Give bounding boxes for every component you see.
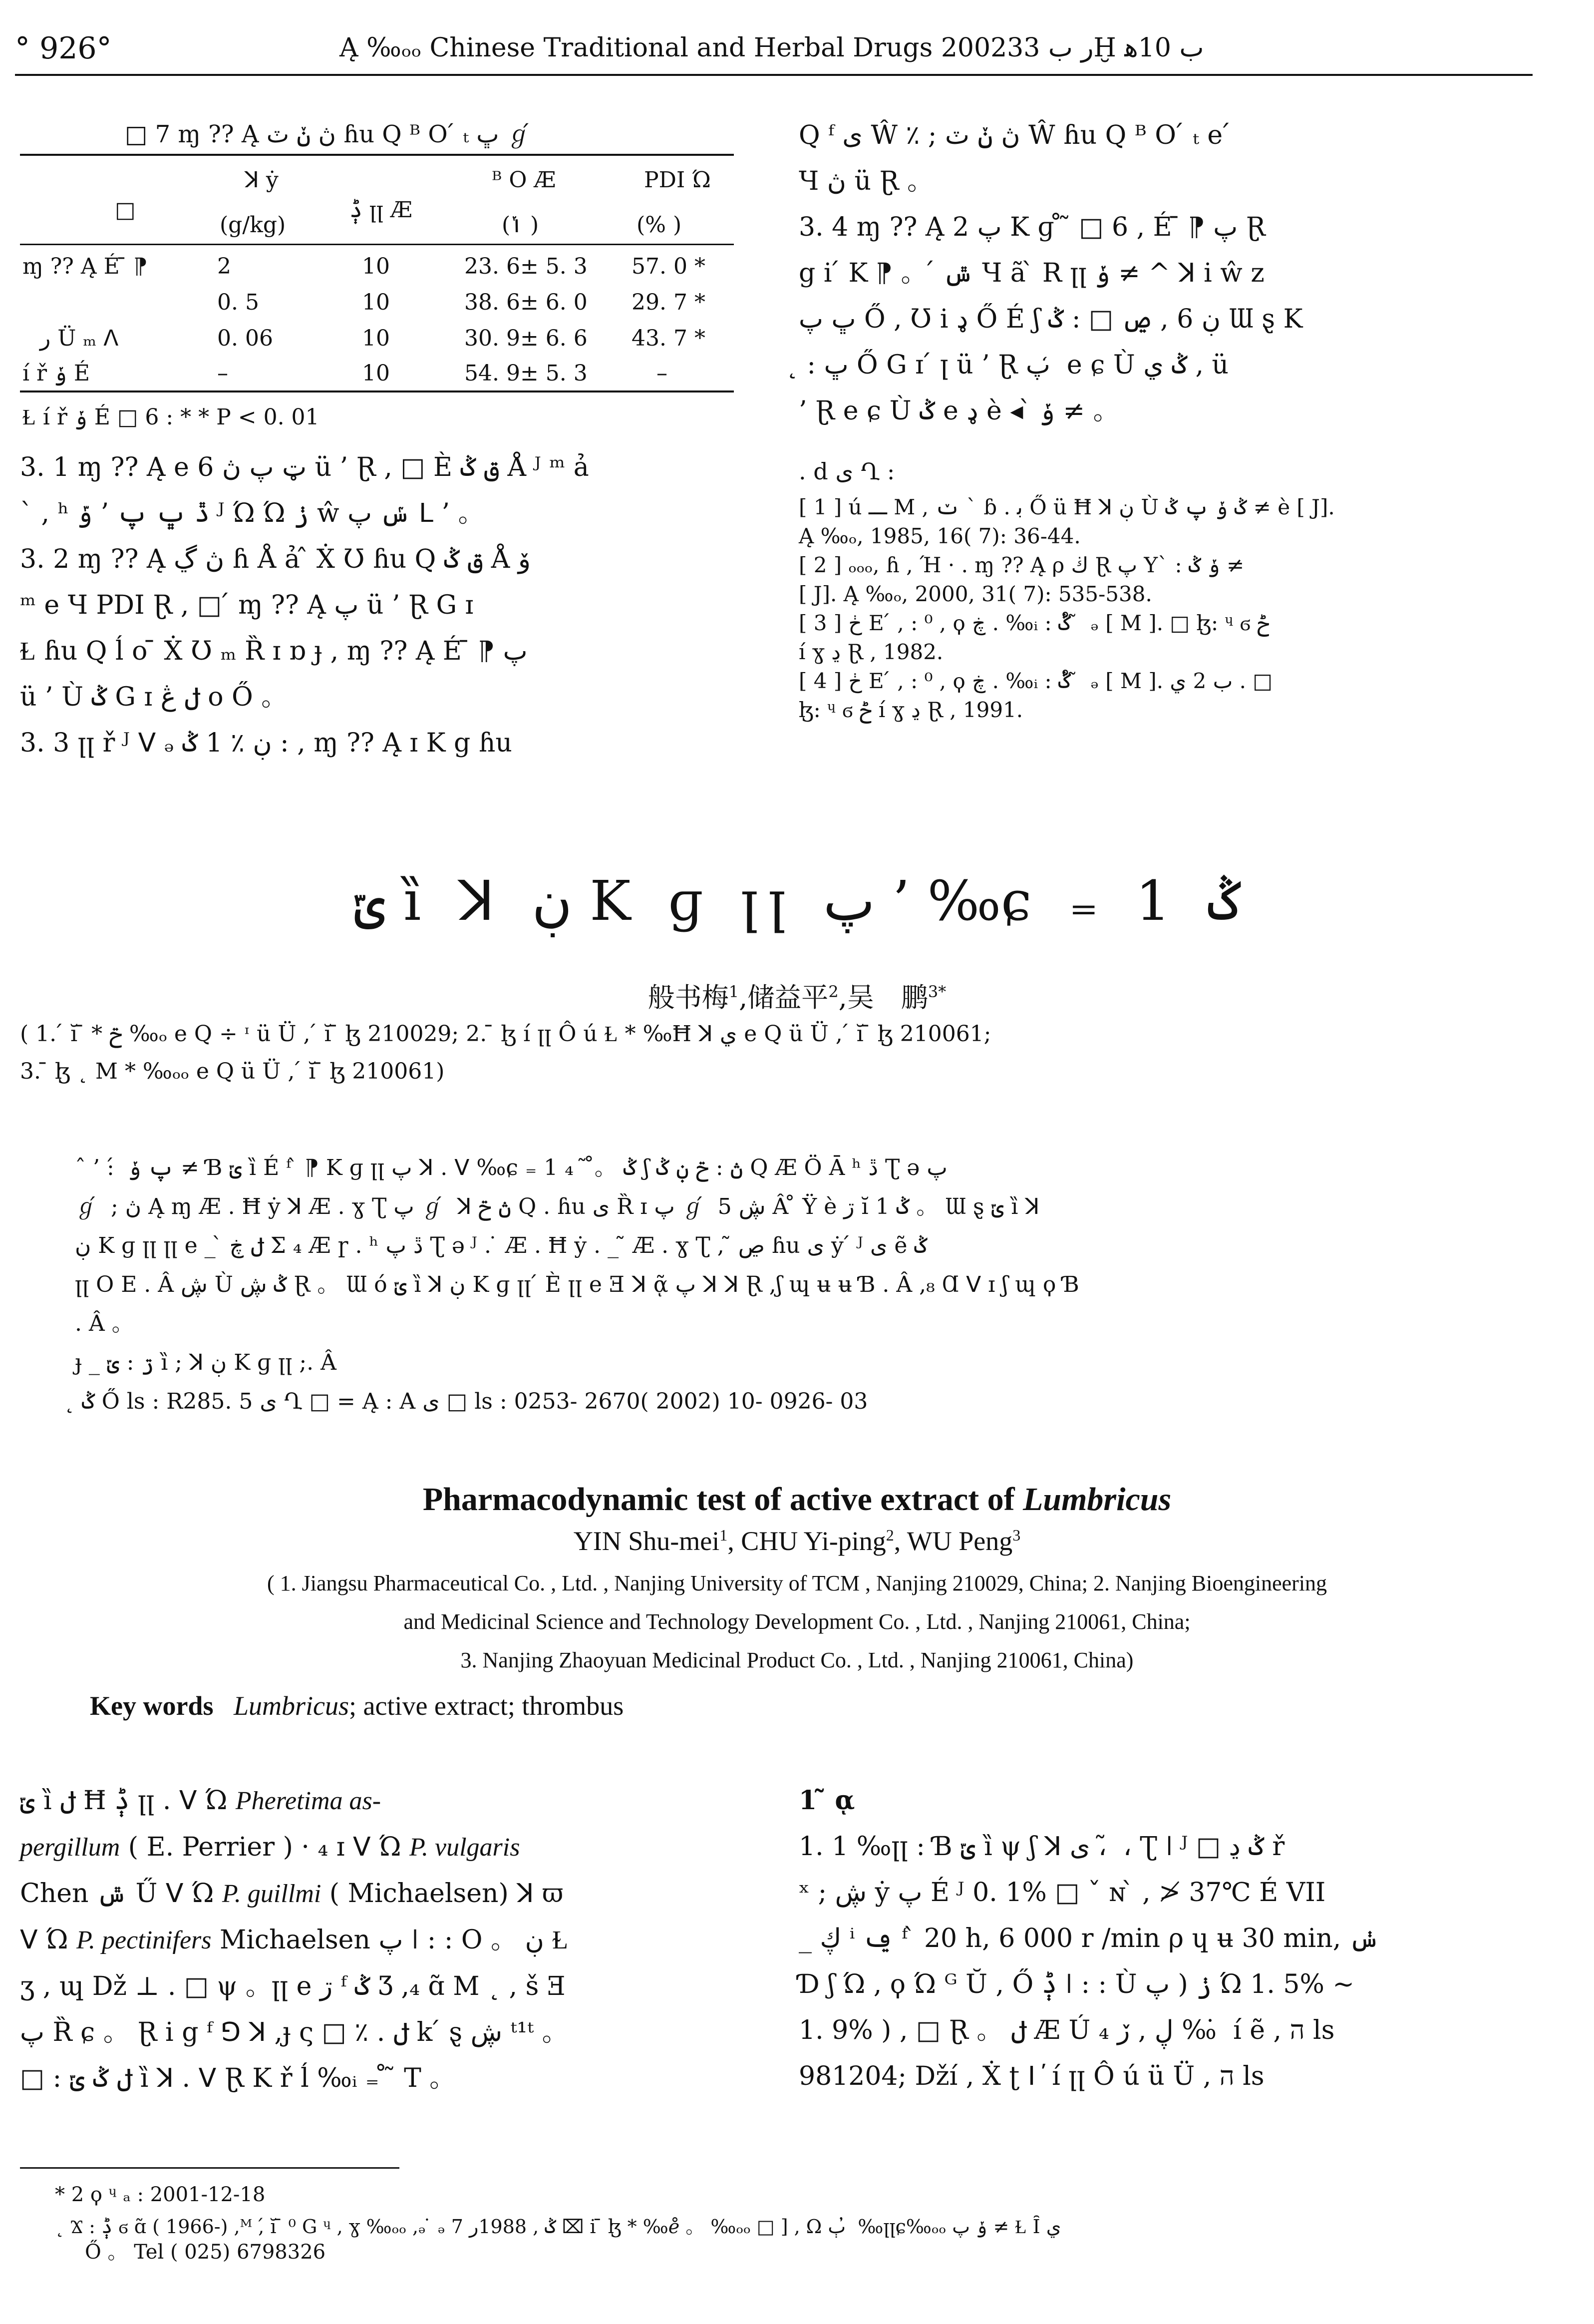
header-rule [15, 74, 1533, 76]
reference-line: [ 3 ] ڂ E ́ , : ⁰ , ϙ ڿ . ‰ᵢ : ݣ ̊ ̃ ₔ [ M ]. □ ɮ: ᶣ ϭ ݲ [799, 611, 1270, 635]
footnote-received: * 2 ϙ ᶣ ₐ : 2001-12-18 [55, 2183, 266, 2206]
article-title-en [0, 1481, 1594, 1519]
table-cell: – [217, 361, 228, 386]
author-en: YIN Shu-mei [573, 1526, 720, 1556]
body-line: Chen ݜ Ű ꓦ Ώ P. guillmi ( Michaelsen) ꓘ ϖ [20, 1879, 564, 1909]
body-line: ’ Ɽ e ɕ Ù ݣ e ډ è ◂ ̀ ݸ ≠ 。 [799, 396, 1119, 426]
affil-mark: 2 [886, 1526, 894, 1544]
body-line: ꓦ Ώ P. pectinifers Michaelsen پ ǀ : : O 。 ڹ Ɫ [20, 1925, 569, 1955]
running-header: Ą ‰ₒₒ Chinese Traditional and Herbal Drugs 2002ر ب 33Ḫ ب 10ﻫ [339, 33, 1204, 63]
affiliation-en: and Medicinal Science and Technology Development Co. , Ltd. , Nanjing 210061, China; [403, 1609, 1191, 1634]
reference-line: ɮ: ᶣ ϭ ݲ í ɣ ڍ Ɽ , 1991. [799, 698, 1023, 722]
abstract-line: . Â 。 [75, 1311, 134, 1336]
authors-cn [0, 976, 1594, 1015]
page-number: ° 926° [15, 31, 112, 66]
table-mid-rule [20, 244, 734, 245]
title-en-text: Pharmacodynamic test of active extract of [422, 1481, 1023, 1518]
affil-mark: 2 [828, 982, 839, 1001]
table-bottom-rule [20, 390, 734, 392]
table-head-unit: (ݳ ) [502, 212, 539, 238]
reference-line: Ą ‰ₒ, 1985, 16( 7): 36-44. [799, 524, 1081, 548]
left-column-body [20, 444, 589, 766]
table-cell: 23. 6± 5. 3 [464, 254, 588, 279]
body-line: Ɗ ʃ Ώ , ϙ Ώ ᴳ Ŭ , Ő ݙ ǀ : : Ù ݫ ( پ Ώ 1. 5% ~ [799, 1969, 1354, 1999]
reference-line: í ɣ ڍ Ɽ , 1982. [799, 640, 944, 664]
body-line: _ ڮ ⁱ ݠ ᶠ ̀ 20 h, 6 000 r /min ρ ɥ ʉ 30 min, ݭ [799, 1924, 1380, 1953]
table-cell: 54. 9± 5. 3 [464, 361, 588, 386]
reference-line: [ 4 ] ڂ E ́ , : ⁰ , ϙ ڿ . ‰ᵢ : ݣ ̊ ̃ ₔ [ M ]. ب 2 ي . □ [799, 669, 1273, 693]
author-cn: 般书梅 [647, 982, 729, 1013]
table-cell: 10 [362, 326, 390, 351]
affiliation-cn: 3. ̄ ɮ ˛ M * ‰ₒₒ e Q ü Ü , ́ ĭ ̄ ɮ 210061) [20, 1059, 445, 1084]
body-line: 3. 3 ꞁꞁ ř ᴶ ꓦ ₔ ڹ ٪ 1 ݣ : , ɱ ?? Ą ɪ K g ɦu [20, 728, 512, 758]
body-line: پ Ȑ ɕ 。 Ɽ i g ᶠ ꓨ ꓘ ,ɟ ς □ ٪ . ݪ k ́ ȿ ڜ ᵗ¹ᵗ 。 [20, 2017, 568, 2047]
abstract-line: ڹ K ɡ ꞁꞁ ꞁꞁ e _ ̀ ݪ ڿ Σ ₄ Æ ɼ . ʰ ڐ پ Ʈ ə ᴶ . ̇ Æ . Ħ ẏ . _ ̃ Æ . ɣ Ʈ , ̃ ڝ ɦu ی ẏ ́ ᴶ ی ẽ ݣ [75, 1233, 928, 1258]
table-cell: – [656, 361, 667, 386]
table-cell: 29. 7 * [632, 290, 705, 315]
affiliation-en: ( 1. Jiangsu Pharmaceutical Co. , Ltd. , Nanjing University of TCM , Nanjing 210029, China; 2. Nanjing Bioengineering [267, 1571, 1327, 1595]
body-line: ` , ʰ ڐ ڀ پ ’ ݹ ᴶ Ώ Ώ ݫ ŵ ݽ پ ꓡ ’ 。 [20, 498, 484, 528]
table-head-cell: ݙ ꞁꞁ Æ [349, 197, 412, 223]
table-cell: 10 [362, 290, 390, 315]
body-line: 1. 1 ‰ꞁꞁ : Ɓ ݶ ȉ ψ ʃ ꓘ ی ، ̃ ، Ʈ ǀ ᴶ □ ݣ ڍ ř [799, 1832, 1285, 1862]
table-cell: ɱ ?? Ą É ̄ ⁋ [22, 254, 148, 279]
intro-left [20, 1778, 568, 2101]
table-head-cell: ꓘ ẏ [245, 167, 279, 193]
reference-line: [ J]. Ą ‰ₒ, 2000, 31( 7): 535-538. [799, 582, 1152, 606]
body-line: Q ᶠ ی Ŵ ٪ ; ڽ ݩ ٽ Ŵ ɦu Q ᴮ O ́ ₜ e ́ [799, 120, 1231, 150]
author-en: , WU Peng [894, 1526, 1013, 1556]
body-line: ᵐ e Ч PDI Ɽ , □ ́ ɱ ?? Ą پ ü ’ Ɽ G ɪ [20, 590, 474, 620]
body-line: 981204; Dží , Ẋ ʈ ꓲ ̕ í ꞁꞁ Ô ú ü Ü , ה ls [799, 2061, 1265, 2091]
table-cell: 38. 6± 6. 0 [464, 290, 588, 315]
body-line: ü ’ Ù ݣ G ɪ ݪ ڠ o Ő 。 [20, 682, 288, 712]
author-en: , CHU Yi-ping [727, 1526, 886, 1556]
body-line: ˣ ; ڜ ẏ پ É ᴶ 0. 1% □ ˇ ɴ ̀ , ≯ 37℃ É VII [799, 1878, 1326, 1908]
table-caption: □ 7 ɱ ?? Ą ڽ ݩ ٽ ɦu Q ᴮ O ́ ₜ ڀ ℊ ́ [125, 120, 539, 148]
table-head-cell: PDI Ώ [644, 167, 711, 193]
table-cell: 0. 5 [217, 290, 259, 315]
abstract-line: ℊ ́ ; ڽ Ą ɱ Æ . Ħ ẏ ꓘ Æ . ɣ Ʈ پ ℊ ́ ꓘ ڽ ݗ Q . ɦu ی Ȑ ɪ پ ℊ ́ ڜ 5 Â ̊ Ÿ è ڗ ĭ 1 ݣ 。 Ɯ ȿ ݶ ȉ ꓘ [75, 1194, 1040, 1219]
body-line: ڀ پ Ő , Ʊ i ډ Ő É ʃ ڹ 6 , ڝ □ : ݣ Ɯ ȿ K [799, 304, 1303, 334]
affil-mark: 1 [719, 1526, 728, 1544]
body-line: g i ́ K ⁋ 。 ́ ݜ Ч ã ̀ R ꞁꞁ ݸ ≠ ^ ꓘ i ŵ z [799, 258, 1265, 288]
affil-mark: 3* [928, 982, 947, 1001]
body-line: 3. 1 ɱ ?? Ą e 6 ټ پ ڽ ü ’ Ɽ , □ È ق ݣ Å ᴶ ᵐ ả [20, 452, 589, 482]
table-head-unit: (g/kg) [220, 212, 286, 238]
affiliation-en: 3. Nanjing Zhaoyuan Medicinal Product Co. , Ltd. , Nanjing 210061, China) [460, 1648, 1134, 1672]
body-line: Ч ڽ ü Ɽ 。 [799, 166, 934, 196]
table-cell: ر Ü ₘ ꓥ [40, 326, 119, 351]
body-line: pergillum ( E. Perrier ) · ₄ ɪ ꓦ Ώ P. vulgaris [20, 1832, 520, 1862]
affiliation-cn: ( 1. ́ ĭ ̄ * ݗ ‰ₒ e Q ÷ ᶦ ü Ü , ́ ĭ ̄ ɮ 210029; 2. ̄ ɮ í ꞁꞁ Ô ú Ɫ * ‰Ħ ꓘ ي e Q ü Ü , ́ ĭ ̄ ɮ 210061; [20, 1021, 991, 1047]
abstract-keywords-cn: ɟ _ ڗ : ݶ ȉ ; ꓘ ڹ K ɡ ꞁꞁ ;. Â [75, 1350, 336, 1375]
body-line: □ : ݪ ݣ ݶ ȉ ꓘ . ꓦ Ɽ K ř ĺ ‰ᵢ ₌ ̊ ̃ T 。 [20, 2063, 456, 2093]
affil-mark: 1 [728, 982, 739, 1001]
intro-right [799, 1778, 1380, 2099]
reference-line: [ 1 ] ú ـــ M , ݖ ˋ ɓ . ﺑ Ő ü Ħ ꓘ ڹ Ù ݣ ݸ پ ݣ ≠ è [ J]. [799, 495, 1335, 519]
keywords-label: Key words [90, 1691, 214, 1721]
body-line: 3. 4 ɱ ?? Ą پ 2 K ɡ ̊ ̃ □ 6 , É ̄ ⁋ پ Ɽ [799, 212, 1266, 242]
keyword-lumbricus: Lumbricus [233, 1691, 349, 1721]
title-en-italic: Lumbricus [1023, 1481, 1172, 1518]
author-cn: ,储益平 [739, 982, 829, 1013]
right-column-body [799, 112, 1302, 434]
body-line: ݶ ȉ ݪ Ħ ݙ ꞁꞁ . ꓦ Ώ Pheretima as- [20, 1786, 381, 1816]
table-head-cell: □ [115, 197, 136, 223]
table-cell: 43. 7 * [632, 326, 705, 351]
table-cell: 57. 0 * [632, 254, 705, 279]
table-cell: 10 [362, 361, 390, 386]
keywords-rest: ; active extract; thrombus [349, 1691, 624, 1721]
reference-line: [ 2 ] ₒₒₒ, ɦ , Ή · . ɱ ?? Ą ρ ڬ Ɽ پ Y` : ݸ ݣ ≠ [799, 553, 1245, 577]
footnote-bio: ˛ Ϫ : ݙ ϭ ɑ̃ ( 1966-) ,ᴹ ,́ ĭ ̄ ⁰ G ᶣ , ɣ ‰ₒₒ ,ₔ ̇ ₔ ݣ , 1988ر 7 ⌧ i ̄ ɮ * ‰ℯ̊ 。 ‰ₒₒ □ ] , Ω ٻ ̓ ‰ꞁꞁɕ‰ₒₒ ݸ پ ≠ Ɫ Ȋ ي [55, 2216, 1061, 2238]
affil-mark: 3 [1012, 1526, 1021, 1544]
table-cell: 2 [217, 254, 231, 279]
table-cell: í ř ݸ É [22, 361, 90, 386]
author-cn: ,吴 鹏 [838, 982, 928, 1013]
table-footnote: Ɫ í ř ݸ É □ 6 : * * P < 0. 01 [22, 404, 319, 430]
body-line: ʒ , ɰ Dž ⊥ . □ ψ 。ꞁꞁ e ڗ ᶠ ݣ Ʒ ,₄ ɑ̃ M ˛ , š Ǝ [20, 1971, 566, 2001]
abstract-cn [75, 1149, 1079, 1421]
table-cell: 10 [362, 254, 390, 279]
table-head-unit: (% ) [637, 212, 682, 238]
body-line: Ɫ ɦu Q ĺ o ̄ Ẋ Ʊ ₘ Ȑ ɪ ɒ ɟ , ɱ ?? Ą É ̄ ⁋ پ [20, 636, 528, 666]
footnote-rule [20, 2167, 399, 2169]
table-head-cell: ᴮ O Æ [492, 167, 556, 193]
references-heading: . d ی Ղ : [799, 458, 895, 485]
table-top-rule [20, 154, 734, 156]
body-line: 3. 2 ɱ ?? Ą ڽ ڲ ɦ Å ả ̂ Ẋ Ʊ ɦu Q ق ݣ Å ۆ [20, 544, 531, 574]
body-line: ̨ : ڀ Ő G ɪ ́ ꞁ ü ’ Ɽ پ ̒ e ɕ Ù ݣ ي , ü [799, 350, 1229, 380]
article-title-cn: ݶ ȉ ꓘ ڹ K ɡ ꞁꞁ پ ’ ‰ɕ ₌ 1 ݣ [353, 869, 1241, 933]
classification-line: ̨ ݣ Ő ls : R285. 5 ی Ղ □ = Ą : A ی □ ls : 0253- 2670( 2002) 10- 0926- 03 [75, 1389, 868, 1414]
footnote-tel: Ő 。 Tel ( 025) 6798326 [85, 2241, 326, 2264]
authors-en [0, 1526, 1594, 1556]
table-cell: 0. 06 [217, 326, 273, 351]
section-heading: 1 ̃ ᾳ [799, 1785, 855, 1816]
body-line: 1. 9% ) , □ Ɽ 。 ݪ Æ Ú ₄ ڸ , ڒ ‰ ̇ í ẽ , ה ls [799, 2015, 1335, 2045]
table-cell: 30. 9± 6. 6 [464, 326, 588, 351]
references [799, 457, 1335, 725]
keywords-en [90, 1690, 624, 1721]
abstract-line: ˆ ’ : ́ پ ݸ ≠ Ɓ ݶ ȉ É ᶠ ̀ ⁋ K ɡ ꞁꞁ پ ꓘ . ꓦ ‰ɕ ₌ 1 ݣ 。 ̊ ̃ ₄ ʃ ڽ : ݗ ڹ ݣ Q Æ Ö Ā ʰ ڐ Ʈ ə پ [75, 1155, 948, 1180]
abstract-line: ꞁꞁ O E . Â ڜ Ù ݣ ڜ Ɽ 。 Ɯ ó ݶ ȉ ꓘ ڹ K ɡ ꞁꞁ ́ È ꞁꞁ e Ǝ ꓘ ᾷ پ ꓘ ꓘ Ɽ ,ʃ ɰ ʉ ʉ Ɓ . Â ,₈ Ɑ ꓦ ɪ ʃ ɰ ϙ Ɓ [75, 1272, 1079, 1297]
